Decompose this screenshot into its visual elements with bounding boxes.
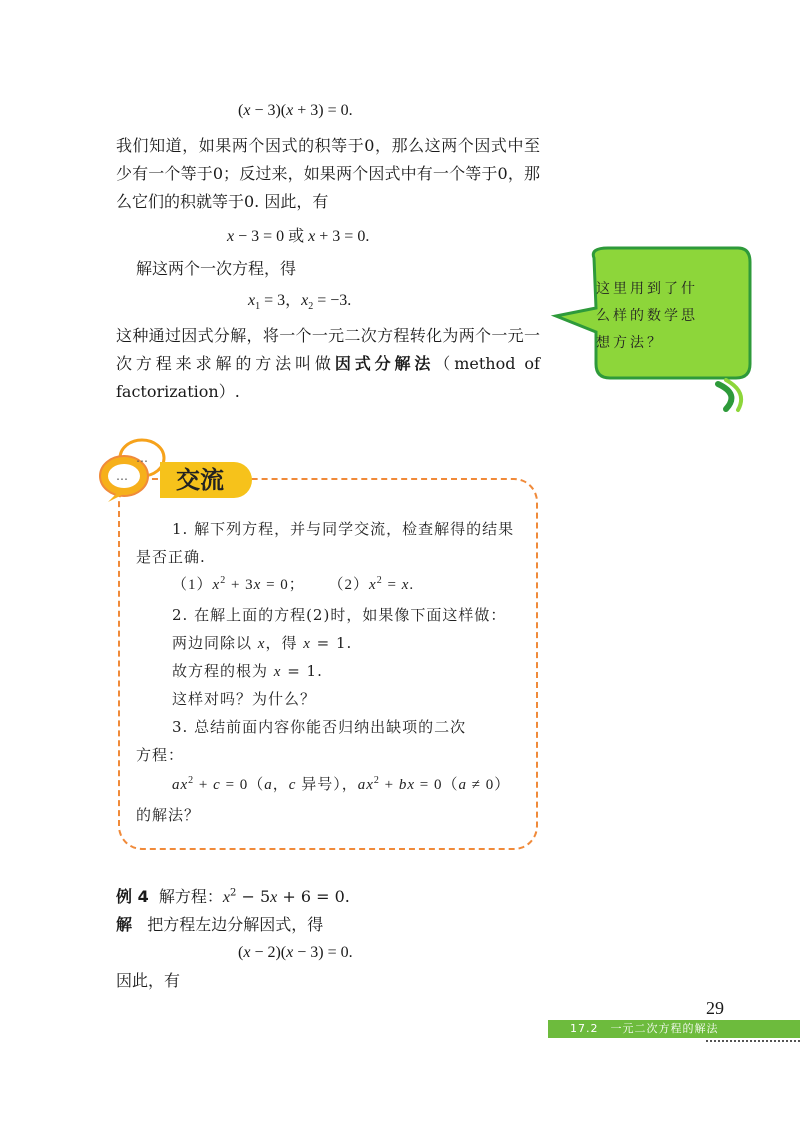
exchange-q3-cont: 方程： bbox=[136, 746, 185, 764]
exchange-q2-line2: 故方程的根为 x = 1. bbox=[172, 662, 323, 680]
chapter-banner: 17.2 一元二次方程的解法 bbox=[548, 1020, 800, 1038]
exchange-q3: 3. 总结前面内容你能否归纳出缺项的二次 bbox=[172, 718, 467, 736]
exchange-q3-end: 的解法？ bbox=[136, 806, 201, 824]
term-factorization: 因式分解法 bbox=[334, 354, 435, 373]
term-english: （method of factorization）. bbox=[116, 354, 540, 401]
solution-equation: (x − 2)(x − 3) = 0. bbox=[238, 944, 353, 961]
svg-text:…: … bbox=[116, 469, 128, 483]
method-description: 这种通过因式分解，将一个一元二次方程转化为两个一元一次方程来求解的方法叫做 bbox=[116, 326, 540, 373]
example-label: 例 4 bbox=[116, 887, 149, 906]
solution-text: 把方程左边分解因式，得 bbox=[147, 915, 324, 934]
paragraph-factorization-method bbox=[116, 322, 540, 406]
exchange-q2-line3: 这样对吗？为什么？ bbox=[172, 690, 317, 708]
exchange-q2-line1: 两边同除以 x，得 x = 1. bbox=[172, 634, 353, 652]
paragraph-solve-linear: 解这两个一次方程，得 bbox=[136, 259, 297, 278]
equation-roots: $x_1 = 3$，$x_2 = -3$. bbox=[248, 292, 352, 313]
solution-intro bbox=[116, 914, 323, 936]
exchange-q1-equations: $(1)x^2 + 3x = 0$； $(2)x^2 = x$. bbox=[172, 575, 415, 593]
exchange-q1: 1. 解下列方程，并与同学交流，检查解得的结果 bbox=[172, 520, 515, 538]
equation-product: (x − 3)(x + 3) = 0. bbox=[238, 102, 353, 119]
page-number: 29 bbox=[706, 998, 724, 1018]
example-problem: 例 4 解方程：$x^2 - 5x + 6 = 0$. bbox=[116, 887, 350, 906]
svg-text:…: … bbox=[136, 451, 148, 465]
exchange-q3-equation: $ax^2 + c = 0(a$，c 异号），$ax^2$ + bx = 0（a ≠ 0） bbox=[172, 775, 511, 793]
exchange-title: 交流 bbox=[176, 466, 224, 494]
bubble-question: 这里用到了什么样的数学思想方法？ bbox=[596, 281, 698, 351]
paragraph-zero-product: 我们知道，如果两个因式的积等于0，那么这两个因式中至少有一个等于0；反过来，如果两个因式中有一个等于0，那么它们的积就等于0. 因此，有 bbox=[116, 136, 540, 211]
solution-end: 因此，有 bbox=[116, 971, 181, 990]
exchange-q2: 2. 在解上面的方程(2)时，如果像下面这样做： bbox=[172, 606, 507, 624]
exchange-q1-cont: 是否正确. bbox=[136, 548, 206, 566]
equation-two-factors: x − 3 = 0 或 x + 3 = 0. bbox=[227, 228, 370, 245]
footer-dots bbox=[706, 1040, 800, 1042]
solution-label: 解 bbox=[116, 915, 133, 934]
